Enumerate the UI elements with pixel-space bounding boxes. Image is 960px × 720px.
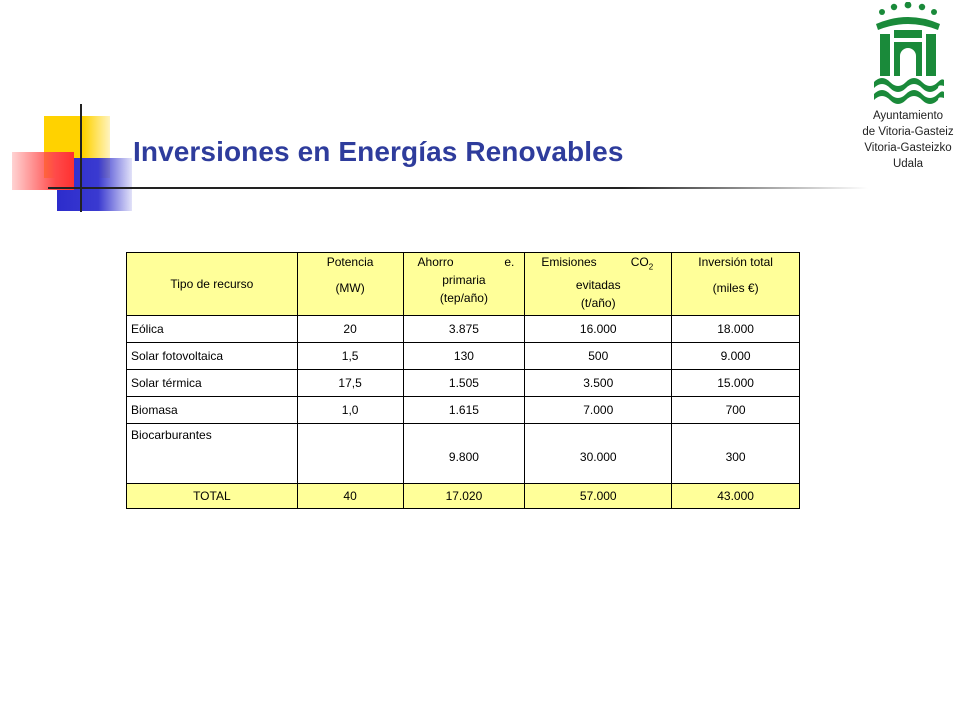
coat-of-arms-icon [860, 2, 956, 106]
header-ahorro [403, 253, 525, 316]
cell-tipo: Eólica [127, 316, 298, 343]
cell-tipo: Solar térmica [127, 370, 298, 397]
cell-emisiones: 7.000 [525, 397, 672, 424]
table-row [127, 343, 800, 370]
cell-potencia: 17,5 [297, 370, 403, 397]
header-ahorro-word2: e. [504, 255, 515, 269]
title-underline [48, 187, 868, 189]
header-potencia-line1: Potencia [326, 255, 374, 269]
cell-inversion: 18.000 [672, 316, 800, 343]
cell-potencia [297, 424, 403, 484]
decor-red-square [12, 152, 74, 190]
cell-inversion: 300 [672, 424, 800, 484]
cell-tipo: Biocarburantes [127, 424, 298, 484]
logo-line: Vitoria-Gasteizko [864, 142, 952, 154]
cell-emisiones: 16.000 [525, 316, 672, 343]
cell-potencia: 1,0 [297, 397, 403, 424]
logo-line: Udala [892, 158, 924, 170]
cell-inversion: 15.000 [672, 370, 800, 397]
cell-ahorro: 1.505 [403, 370, 525, 397]
decor-vertical-line [80, 104, 82, 212]
header-emisiones-line3: (t/año) [580, 296, 616, 311]
header-potencia [297, 253, 403, 316]
cell-tipo: Solar fotovoltaica [127, 343, 298, 370]
header-emisiones [525, 253, 672, 316]
header-ahorro-word1: Ahorro [417, 255, 454, 269]
cell-emisiones: 500 [525, 343, 672, 370]
slide-title: Inversiones en Energías Renovables [133, 136, 624, 167]
header-ahorro-line2: primaria [442, 273, 486, 287]
total-label: TOTAL [127, 484, 298, 509]
table-row [127, 370, 800, 397]
table-row [127, 424, 800, 484]
logo-line: de Vitoria-Gasteiz [862, 126, 954, 138]
cell-ahorro: 1.615 [403, 397, 525, 424]
cell-inversion: 700 [672, 397, 800, 424]
header-ahorro-line3: (tep/año) [439, 291, 488, 305]
logo-caption [860, 108, 956, 172]
header-inversion-line1: Inversión total [698, 255, 773, 269]
renewables-investment-table [126, 252, 800, 509]
total-emisiones: 57.000 [525, 484, 672, 509]
header-emisiones-line2: evitadas [575, 278, 621, 293]
total-ahorro: 17.020 [403, 484, 525, 509]
header-emisiones-sub: 2 [648, 262, 654, 272]
cell-potencia: 1,5 [297, 343, 403, 370]
cell-emisiones: 3.500 [525, 370, 672, 397]
header-potencia-line2: (MW) [335, 281, 365, 295]
cell-ahorro: 9.800 [403, 424, 525, 484]
cell-ahorro: 130 [403, 343, 525, 370]
table-row [127, 316, 800, 343]
cell-tipo: Biomasa [127, 397, 298, 424]
cell-ahorro: 3.875 [403, 316, 525, 343]
cell-potencia: 20 [297, 316, 403, 343]
table-row [127, 397, 800, 424]
header-emisiones-word1: Emisiones [541, 255, 597, 269]
header-tipo: Tipo de recurso [127, 253, 298, 316]
logo-line: Ayuntamiento [872, 110, 944, 122]
total-potencia: 40 [297, 484, 403, 509]
total-inversion: 43.000 [672, 484, 800, 509]
table-header-row [127, 253, 800, 316]
table-total-row [127, 484, 800, 509]
header-inversion [672, 253, 800, 316]
header-emisiones-word2: CO [630, 255, 649, 269]
header-inversion-line2: (miles €) [712, 281, 759, 295]
cell-inversion: 9.000 [672, 343, 800, 370]
cell-emisiones: 30.000 [525, 424, 672, 484]
city-council-logo [860, 2, 956, 192]
